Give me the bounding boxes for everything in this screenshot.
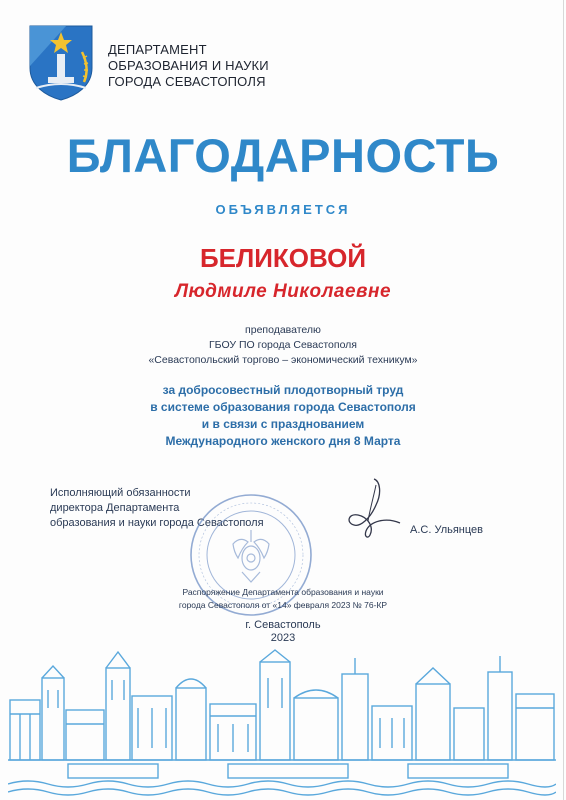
- city-skyline-illustration: [8, 648, 556, 796]
- position-line: Исполняющий обязанности: [50, 487, 191, 499]
- position-line: образования и науки города Севастополя: [50, 517, 264, 529]
- order-line: Распоряжение Департамента образования и науки: [182, 587, 384, 597]
- merit-line: и в связи с празднованием: [201, 417, 365, 431]
- recipient-role: [0, 323, 566, 368]
- merit-line: Международного женского дня 8 Марта: [165, 434, 401, 448]
- handwritten-signature: [330, 475, 410, 545]
- position-line: директора Департамента: [50, 502, 180, 514]
- department-name: [108, 42, 269, 90]
- city-name: г. Севастополь: [245, 619, 321, 631]
- department-line: ГОРОДА СЕВАСТОПОЛЯ: [108, 74, 266, 89]
- role-line: преподавателю: [245, 324, 321, 336]
- announced-label: ОБЪЯВЛЯЕТСЯ: [215, 202, 351, 217]
- department-line: ОБРАЗОВАНИЯ И НАУКИ: [108, 58, 269, 73]
- signatory-name: А.С. Ульянцев: [410, 524, 484, 536]
- place-and-year: [0, 619, 566, 645]
- merit-line: за добросовестный плодотворный труд: [162, 383, 404, 397]
- department-line: ДЕПАРТАМЕНТ: [108, 42, 207, 57]
- certificate-title: БЛАГОДАРНОСТЬ: [66, 129, 500, 182]
- order-reference: [0, 586, 566, 612]
- role-line: ГБОУ ПО города Севастополя: [209, 339, 357, 351]
- sevastopol-coat-of-arms-icon: [26, 22, 96, 102]
- role-line: «Севастопольский торгово – экономический техникум»: [148, 354, 418, 366]
- recipient-surname: БЕЛИКОВОЙ: [199, 243, 367, 273]
- order-line: города Севастополя от «14» февраля 2023 № 76-КР: [178, 600, 388, 610]
- merit-line: в системе образования города Севастополя: [150, 400, 416, 414]
- recipient-given-name: Людмиле Николаевне: [174, 281, 392, 302]
- issue-year: 2023: [270, 632, 296, 644]
- merit-text: [0, 382, 566, 450]
